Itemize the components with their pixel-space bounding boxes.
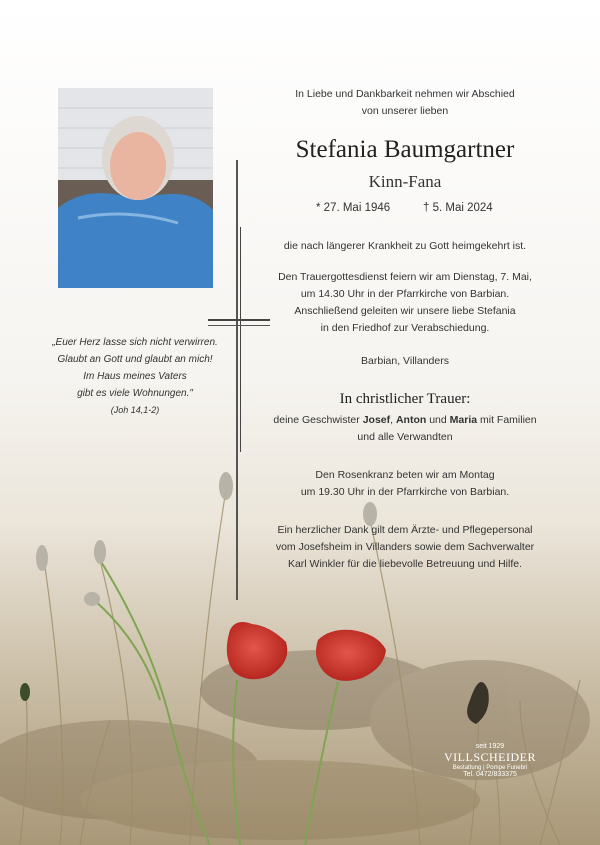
deceased-photo	[58, 88, 213, 288]
quote-reference: (Joh 14,1-2)	[110, 405, 160, 415]
bible-quote	[40, 334, 230, 419]
service-text	[260, 269, 550, 337]
rosary-text	[260, 467, 550, 501]
quote-line: Glaubt an Gott und glaubt an mich!	[57, 354, 213, 365]
mourning-text	[250, 412, 560, 446]
birth-date: * 27. Mai 1946	[316, 202, 391, 214]
thanks-line: Karl Winkler für die liebevolle Betreuung und Hilfe.	[287, 558, 523, 570]
mourning-title: In christlicher Trauer:	[339, 391, 471, 407]
quote-line: „Euer Herz lasse sich nicht verwirren.	[52, 337, 218, 348]
thanks-line: Ein herzlicher Dank gilt dem Ärzte- und Pflegepersonal	[277, 524, 533, 536]
quote-line: gibt es viele Wohnungen."	[77, 388, 193, 399]
service-line: um 14.30 Uhr in der Pfarrkirche von Barbian.	[300, 288, 510, 300]
service-line: in den Friedhof zur Verabschiedung.	[320, 322, 490, 334]
cross-vertical-inner	[240, 227, 241, 452]
sibling-name: Anton	[395, 414, 427, 426]
sibling-name: Josef	[362, 414, 391, 426]
mourning-line: deine Geschwister Josef, Anton und Maria mit Familien	[273, 414, 537, 426]
logo-subtitle: Bestattung | Pompe Funebri	[452, 765, 528, 771]
place-text: Barbian, Villanders	[361, 355, 449, 367]
sibling-name: Maria	[449, 414, 478, 426]
service-line: Den Trauergottesdienst feiern wir am Dienstag, 7. Mai,	[278, 271, 532, 283]
rosary-line: Den Rosenkranz beten wir am Montag	[315, 469, 495, 481]
thanks-text	[250, 522, 560, 573]
cross-vertical	[236, 160, 238, 600]
quote-line: Im Haus meines Vaters	[83, 371, 187, 382]
nickname: Kinn-Fana	[368, 172, 442, 191]
intro-line: von unserer lieben	[361, 105, 449, 117]
logo-since: seit 1929	[475, 743, 505, 750]
thanks-line: vom Josefsheim in Villanders sowie dem Sachverwalter	[275, 541, 535, 553]
death-date: † 5. Mai 2024	[423, 202, 493, 214]
rosary-line: um 19.30 Uhr in der Pfarrkirche von Barbian.	[300, 486, 510, 498]
illness-text: die nach längerer Krankheit zu Gott heimgekehrt ist.	[283, 240, 527, 252]
logo-name: VILLSCHEIDER	[444, 750, 536, 764]
funeral-home-logo	[440, 743, 540, 778]
intro-line: In Liebe und Dankbarkeit nehmen wir Abschied	[295, 88, 515, 100]
intro-text	[270, 86, 540, 120]
mourning-line: und alle Verwandten	[357, 431, 453, 443]
deceased-name: Stefania Baumgartner	[295, 136, 515, 163]
service-line: Anschließend geleiten wir unsere liebe Stefania	[294, 305, 516, 317]
logo-phone: Tel. 0472/833375	[463, 771, 517, 778]
